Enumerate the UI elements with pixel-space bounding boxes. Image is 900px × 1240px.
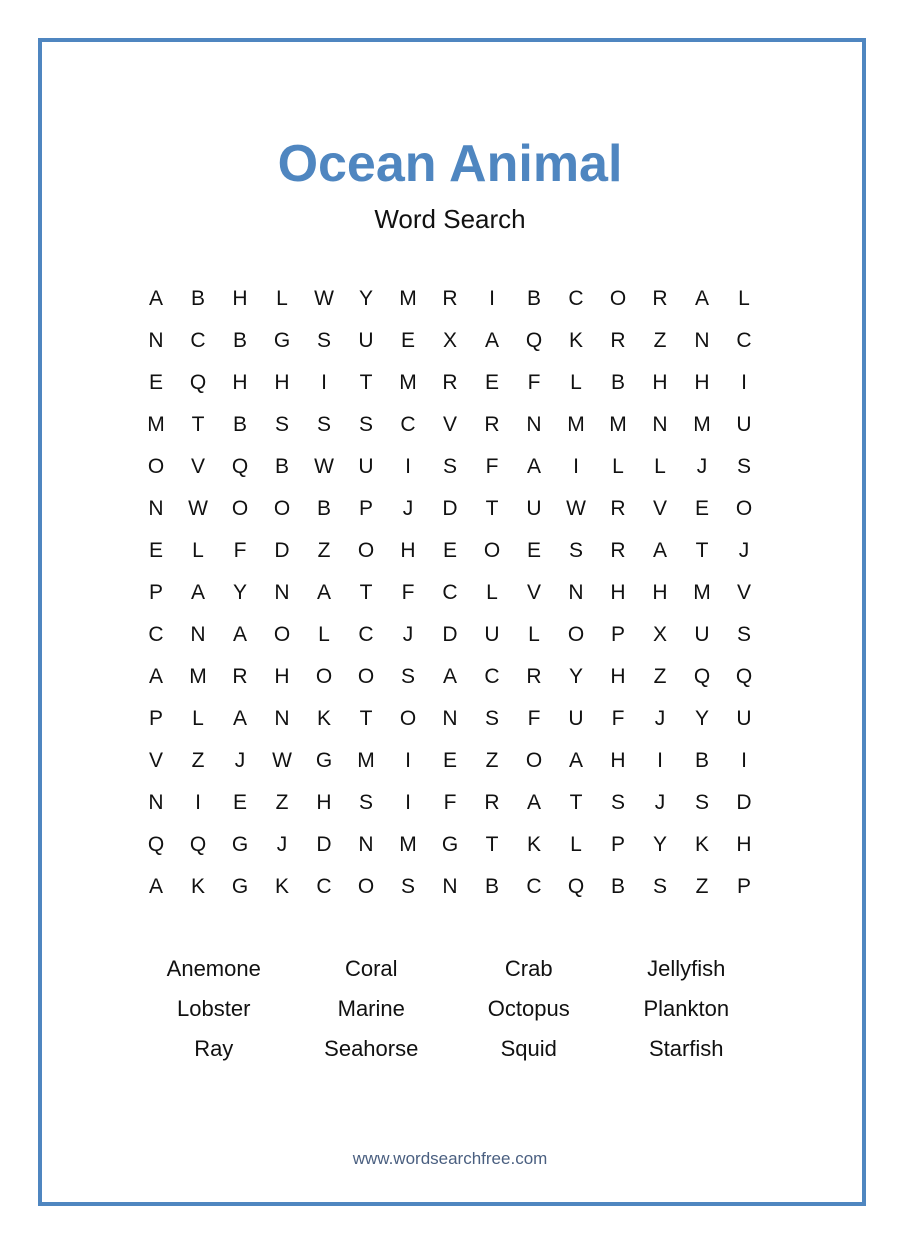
grid-letter: F — [485, 455, 499, 478]
grid-letter: H — [652, 581, 668, 604]
word-list-item: Starfish — [648, 1036, 724, 1061]
grid-letter: D — [442, 497, 458, 520]
grid-letter: Y — [232, 581, 247, 604]
grid-letter: R — [442, 371, 458, 394]
grid-letter: Q — [735, 665, 753, 688]
grid-letter: Q — [189, 833, 207, 856]
grid-letter: B — [232, 413, 247, 436]
grid-letter: O — [483, 539, 501, 562]
grid-letter: S — [274, 413, 289, 436]
grid-letter: M — [567, 413, 585, 436]
grid-letter: X — [652, 623, 667, 646]
grid-letter: B — [610, 371, 625, 394]
grid-row — [135, 488, 765, 530]
grid-letter: C — [400, 413, 416, 436]
grid-letter: A — [652, 539, 667, 562]
grid-letter: E — [148, 371, 163, 394]
grid-row — [135, 656, 765, 698]
grid-letter: G — [231, 875, 249, 898]
grid-letter: O — [609, 287, 627, 310]
grid-letter: P — [358, 497, 373, 520]
grid-letter: V — [442, 413, 457, 436]
grid-letter: B — [232, 329, 247, 352]
grid-letter: J — [402, 623, 414, 646]
grid-row — [135, 698, 765, 740]
grid-letter: O — [273, 623, 291, 646]
grid-letter: L — [738, 287, 750, 310]
grid-letter: U — [694, 623, 710, 646]
grid-letter: E — [526, 539, 541, 562]
grid-letter: Z — [695, 875, 709, 898]
grid-letter: K — [316, 707, 331, 730]
grid-letter: M — [609, 413, 627, 436]
grid-row — [135, 614, 765, 656]
grid-letter: L — [570, 371, 582, 394]
word-list-item: Plankton — [643, 996, 730, 1021]
grid-letter: H — [610, 665, 626, 688]
grid-letter: U — [484, 623, 500, 646]
word-list-item: Lobster — [177, 996, 251, 1021]
grid-letter: S — [484, 707, 499, 730]
grid-letter: P — [736, 875, 751, 898]
grid-letter: I — [195, 791, 201, 814]
grid-letter: M — [399, 287, 417, 310]
grid-letter: C — [484, 665, 500, 688]
grid-letter: I — [405, 749, 411, 772]
grid-row — [135, 404, 765, 446]
grid-letter: Z — [653, 665, 667, 688]
grid-letter: V — [526, 581, 541, 604]
grid-letter: O — [315, 665, 333, 688]
grid-letter: L — [654, 455, 666, 478]
grid-letter: G — [231, 833, 249, 856]
grid-row — [135, 278, 765, 320]
grid-letter: V — [190, 455, 205, 478]
grid-letter: F — [611, 707, 625, 730]
grid-letter: J — [654, 791, 666, 814]
grid-letter: O — [273, 497, 291, 520]
grid-letter: I — [405, 455, 411, 478]
grid-letter: M — [399, 371, 417, 394]
grid-letter: H — [232, 287, 248, 310]
grid-letter: B — [190, 287, 205, 310]
grid-letter: Y — [652, 833, 667, 856]
grid-letter: C — [190, 329, 206, 352]
grid-letter: S — [358, 413, 373, 436]
grid-letter: L — [276, 287, 288, 310]
grid-letter: D — [316, 833, 332, 856]
grid-letter: A — [148, 287, 163, 310]
grid-letter: N — [694, 329, 710, 352]
grid-letter: E — [400, 329, 415, 352]
grid-letter: I — [741, 371, 747, 394]
grid-letter: Y — [568, 665, 583, 688]
grid-letter: F — [527, 707, 541, 730]
grid-row — [135, 740, 765, 782]
grid-letter: L — [486, 581, 498, 604]
grid-letter: F — [233, 539, 247, 562]
grid-letter: T — [695, 539, 709, 562]
grid-letter: H — [610, 749, 626, 772]
grid-letter: N — [526, 413, 542, 436]
grid-letter: J — [234, 749, 246, 772]
word-list-item: Squid — [500, 1036, 557, 1061]
grid-letter: S — [610, 791, 625, 814]
grid-letter: I — [741, 749, 747, 772]
grid-letter: C — [442, 581, 458, 604]
grid-letter: U — [358, 329, 374, 352]
grid-letter: U — [526, 497, 542, 520]
grid-letter: A — [442, 665, 457, 688]
grid-letter: I — [405, 791, 411, 814]
grid-letter: A — [568, 749, 583, 772]
grid-letter: W — [566, 497, 586, 520]
grid-letter: V — [148, 749, 163, 772]
grid-letter: A — [484, 329, 499, 352]
grid-letter: K — [568, 329, 583, 352]
grid-letter: K — [694, 833, 709, 856]
grid-letter: S — [400, 875, 415, 898]
grid-letter: O — [525, 749, 543, 772]
grid-letter: T — [485, 833, 499, 856]
grid-letter: V — [736, 581, 751, 604]
grid-letter: O — [147, 455, 165, 478]
word-list-item: Jellyfish — [647, 956, 726, 981]
grid-letter: D — [442, 623, 458, 646]
grid-letter: U — [358, 455, 374, 478]
grid-letter: D — [736, 791, 752, 814]
grid-letter: U — [736, 707, 752, 730]
grid-letter: Q — [525, 329, 543, 352]
grid-letter: C — [568, 287, 584, 310]
grid-letter: S — [316, 329, 331, 352]
grid-letter: Z — [653, 329, 667, 352]
grid-letter: F — [527, 371, 541, 394]
grid-letter: T — [569, 791, 583, 814]
grid-letter: T — [359, 371, 373, 394]
grid-row — [135, 446, 765, 488]
grid-letter: C — [148, 623, 164, 646]
grid-letter: N — [358, 833, 374, 856]
grid-letter: S — [652, 875, 667, 898]
grid-letter: E — [694, 497, 709, 520]
grid-letter: M — [693, 413, 711, 436]
grid-letter: O — [357, 875, 375, 898]
word-list — [135, 949, 765, 1069]
grid-letter: P — [610, 623, 625, 646]
grid-letter: B — [526, 287, 541, 310]
grid-letter: O — [357, 539, 375, 562]
word-list-item: Crab — [504, 956, 553, 981]
grid-letter: L — [570, 833, 582, 856]
grid-letter: W — [272, 749, 292, 772]
grid-letter: O — [399, 707, 417, 730]
page-title: Ocean Animal — [277, 135, 623, 193]
grid-letter: H — [652, 371, 668, 394]
grid-letter: T — [485, 497, 499, 520]
grid-letter: R — [442, 287, 458, 310]
grid-letter: E — [148, 539, 163, 562]
grid-letter: H — [232, 371, 248, 394]
grid-letter: M — [147, 413, 165, 436]
grid-letter: I — [489, 287, 495, 310]
word-list-item: Seahorse — [324, 1036, 419, 1061]
grid-letter: A — [316, 581, 331, 604]
grid-letter: G — [315, 749, 333, 772]
grid-letter: J — [738, 539, 750, 562]
grid-letter: G — [441, 833, 459, 856]
grid-letter: H — [274, 371, 290, 394]
grid-letter: B — [610, 875, 625, 898]
grid-letter: B — [694, 749, 709, 772]
grid-letter: R — [610, 497, 626, 520]
grid-letter: W — [314, 287, 334, 310]
grid-letter: N — [442, 707, 458, 730]
page-subtitle: Word Search — [374, 204, 526, 234]
grid-letter: F — [443, 791, 457, 814]
grid-letter: X — [442, 329, 457, 352]
grid-letter: H — [316, 791, 332, 814]
grid-row — [135, 362, 765, 404]
grid-letter: I — [657, 749, 663, 772]
grid-letter: Q — [189, 371, 207, 394]
grid-letter: J — [276, 833, 288, 856]
grid-letter: A — [148, 665, 163, 688]
grid-letter: R — [610, 329, 626, 352]
grid-letter: N — [274, 581, 290, 604]
grid-letter: A — [526, 791, 541, 814]
grid-letter: B — [316, 497, 331, 520]
grid-row — [135, 572, 765, 614]
grid-letter: O — [735, 497, 753, 520]
grid-letter: N — [148, 497, 164, 520]
grid-letter: R — [610, 539, 626, 562]
grid-letter: M — [693, 581, 711, 604]
grid-letter: I — [573, 455, 579, 478]
grid-letter: C — [358, 623, 374, 646]
grid-letter: G — [273, 329, 291, 352]
grid-letter: H — [694, 371, 710, 394]
word-list-item: Octopus — [487, 996, 570, 1021]
grid-letter: A — [232, 707, 247, 730]
grid-letter: Z — [191, 749, 205, 772]
grid-letter: N — [652, 413, 668, 436]
grid-letter: N — [442, 875, 458, 898]
word-list-item: Ray — [194, 1036, 234, 1061]
grid-letter: N — [568, 581, 584, 604]
grid-letter: Q — [147, 833, 165, 856]
grid-row — [135, 866, 765, 908]
grid-letter: W — [314, 455, 334, 478]
grid-letter: M — [189, 665, 207, 688]
word-list-item: Marine — [337, 996, 405, 1021]
grid-letter: N — [274, 707, 290, 730]
grid-letter: S — [442, 455, 457, 478]
grid-letter: Z — [485, 749, 499, 772]
grid-letter: C — [316, 875, 332, 898]
grid-letter: N — [190, 623, 206, 646]
grid-letter: E — [442, 749, 457, 772]
grid-letter: L — [318, 623, 330, 646]
grid-letter: B — [484, 875, 499, 898]
grid-letter: J — [402, 497, 414, 520]
grid-letter: L — [528, 623, 540, 646]
grid-letter: C — [526, 875, 542, 898]
grid-letter: O — [567, 623, 585, 646]
grid-letter: A — [526, 455, 541, 478]
grid-letter: Z — [317, 539, 331, 562]
grid-letter: K — [190, 875, 205, 898]
grid-letter: H — [610, 581, 626, 604]
grid-letter: J — [696, 455, 708, 478]
grid-letter: Q — [693, 665, 711, 688]
grid-letter: S — [316, 413, 331, 436]
grid-letter: T — [191, 413, 205, 436]
grid-letter: B — [274, 455, 289, 478]
grid-letter: H — [736, 833, 752, 856]
grid-letter: O — [357, 665, 375, 688]
grid-letter: R — [484, 413, 500, 436]
grid-letter: D — [274, 539, 290, 562]
grid-letter: S — [400, 665, 415, 688]
grid-letter: S — [568, 539, 583, 562]
grid-letter: T — [359, 581, 373, 604]
grid-letter: E — [442, 539, 457, 562]
grid-letter: R — [484, 791, 500, 814]
grid-letter: L — [192, 707, 204, 730]
grid-row — [135, 530, 765, 572]
grid-letter: Q — [231, 455, 249, 478]
grid-letter: A — [694, 287, 709, 310]
grid-letter: H — [274, 665, 290, 688]
grid-letter: S — [694, 791, 709, 814]
word-list-item: Coral — [344, 956, 398, 981]
grid-letter: L — [612, 455, 624, 478]
letter-grid — [135, 278, 765, 908]
grid-letter: E — [484, 371, 499, 394]
grid-row — [135, 320, 765, 362]
grid-letter: M — [357, 749, 375, 772]
grid-letter: U — [736, 413, 752, 436]
grid-letter: A — [190, 581, 205, 604]
grid-row — [135, 782, 765, 824]
grid-letter: O — [231, 497, 249, 520]
grid-letter: S — [358, 791, 373, 814]
grid-letter: S — [736, 623, 751, 646]
grid-letter: Q — [567, 875, 585, 898]
grid-letter: J — [654, 707, 666, 730]
grid-letter: A — [232, 623, 247, 646]
grid-letter: M — [399, 833, 417, 856]
grid-letter: K — [274, 875, 289, 898]
grid-letter: R — [526, 665, 542, 688]
grid-letter: T — [359, 707, 373, 730]
grid-letter: Y — [358, 287, 373, 310]
grid-letter: N — [148, 329, 164, 352]
grid-letter: F — [401, 581, 415, 604]
grid-letter: H — [400, 539, 416, 562]
grid-letter: A — [148, 875, 163, 898]
grid-letter: P — [610, 833, 625, 856]
grid-letter: Y — [694, 707, 709, 730]
grid-letter: V — [652, 497, 667, 520]
grid-letter: R — [652, 287, 668, 310]
grid-letter: C — [736, 329, 752, 352]
grid-letter: Z — [275, 791, 289, 814]
grid-letter: W — [188, 497, 208, 520]
footer-url: www.wordsearchfree.com — [352, 1149, 548, 1168]
grid-letter: I — [321, 371, 327, 394]
grid-letter: P — [148, 581, 163, 604]
grid-letter: L — [192, 539, 204, 562]
word-list-item: Anemone — [166, 956, 261, 981]
grid-letter: N — [148, 791, 164, 814]
grid-letter: E — [232, 791, 247, 814]
grid-letter: U — [568, 707, 584, 730]
grid-row — [135, 824, 765, 866]
grid-letter: K — [526, 833, 541, 856]
grid-letter: S — [736, 455, 751, 478]
grid-letter: P — [148, 707, 163, 730]
grid-letter: R — [232, 665, 248, 688]
